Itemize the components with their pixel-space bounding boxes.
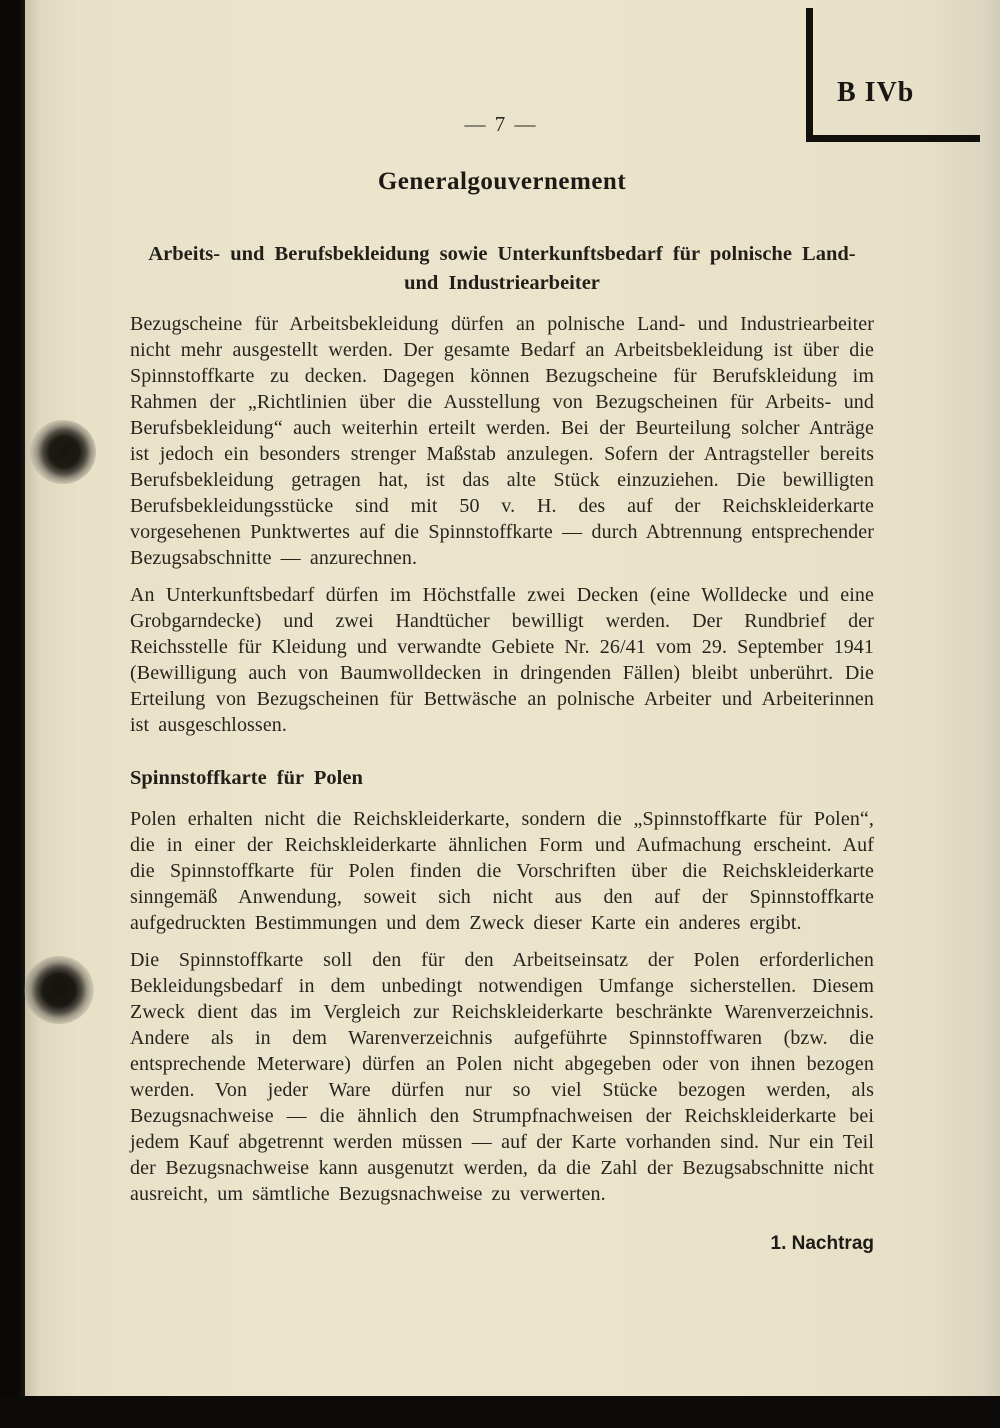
paragraph-workwear: Bezugscheine für Arbeitsbekleidung dürfen an polnische Land- und Industriearbeiter nicht mehr ausgestellt werden. Der gesamte Bedarf an Arbeitsbekleidung ist über die Spinnstoffkarte zu decken. Dagegen können Bezugscheine für Berufskleidung im Rahmen der „Richtlinien über die Ausstellung von Bezugscheinen für Arbeits- und Berufsbekleidung“ auch weiterhin erteilt werden. Bei der Beurteilung solcher Anträge ist jedoch ein besonders strenger Maßstab anzulegen. Sofern der Antragsteller bereits Berufsbekleidung getragen hat, ist das alte Stück einzuziehen. Die bewilligten Berufsbekleidungsstücke sind mit 50 v. H. des auf der Reichskleiderkarte vorgesehenen Punktwertes auf die Spinnstoffkarte — durch Abtrennung entsprechender Bezugsabschnitte — anzurechnen. <box>130 313 874 569</box>
scan-edge-bottom <box>0 1396 1000 1428</box>
punch-hole-bottom <box>24 956 94 1024</box>
supplement-note: 1. Nachtrag <box>770 1233 874 1254</box>
classification-label: B IVb <box>837 77 915 108</box>
section-heading-spinnstoffkarte: Spinnstoffkarte für Polen <box>130 767 363 789</box>
punch-hole-top <box>30 420 96 484</box>
document-title: Generalgouvernement <box>377 168 627 195</box>
scan-edge-left <box>0 0 25 1428</box>
paper-sheet <box>25 0 1000 1396</box>
page-number: — 7 — <box>464 112 538 136</box>
paragraph-card-purpose: Die Spinnstoffkarte soll den für den Arbeitseinsatz der Polen erforderlichen Bekleidungsbedarf in dem unbedingt notwendigen Umfange sicherstellen. Diesem Zweck dient das im Vergleich zur Reichskleiderkarte beschränkte Warenverzeichnis. Andere als in dem Warenverzeichnis aufgeführte Spinnstoffwaren (bzw. die entsprechende Meterware) dürfen an Polen nicht abgegeben oder von ihnen bezogen werden. Von jeder Ware dürfen nur so viel Stücke bezogen werden, als Bezugsnachweise — die ähnlich den Strumpfnachweisen der Reichskleiderkarte bei jedem Kauf abgetrennt werden müssen — auf der Karte vorhanden sind. Nur ein Teil der Bezugsnachweise kann ausgenutzt werden, da die Zahl der Bezugsabschnitte nicht ausreicht, um sämtliche Bezugsnachweise zu verwerten. <box>130 949 874 1205</box>
paragraph-card-form: Polen erhalten nicht die Reichskleiderkarte, sondern die „Spinnstoffkarte für Polen“, die in einer der Reichskleiderkarte ähnlichen Form und Aufmachung erscheint. Auf die Spinnstoffkarte für Polen finden die Vorschriften über die Reichskleiderkarte sinngemäß Anwendung, soweit sich nicht aus den auf der Spinnstoffkarte aufgedruckten Bestimmungen und dem Zweck dieser Karte ein anderes ergibt. <box>130 808 874 934</box>
document-body <box>130 168 874 1255</box>
section-heading-clothing: Arbeits- und Berufsbekleidung sowie Unterkunftsbedarf für polnische Land- und Industriearbeiter <box>148 243 856 294</box>
paragraph-accommodation: An Unterkunftsbedarf dürfen im Höchstfalle zwei Decken (eine Wolldecke und eine Grobgarndecke) und zwei Handtücher bewilligt werden. Der Rundbrief der Reichsstelle für Kleidung und verwandte Gebiete Nr. 26/41 vom 29. September 1941 (Bewilligung auch von Baumwolldecken in dringenden Fällen) bleibt unberührt. Die Erteilung von Bezugscheinen für Bettwäsche an polnische Arbeiter und Arbeiterinnen ist ausgeschlossen. <box>130 584 874 736</box>
